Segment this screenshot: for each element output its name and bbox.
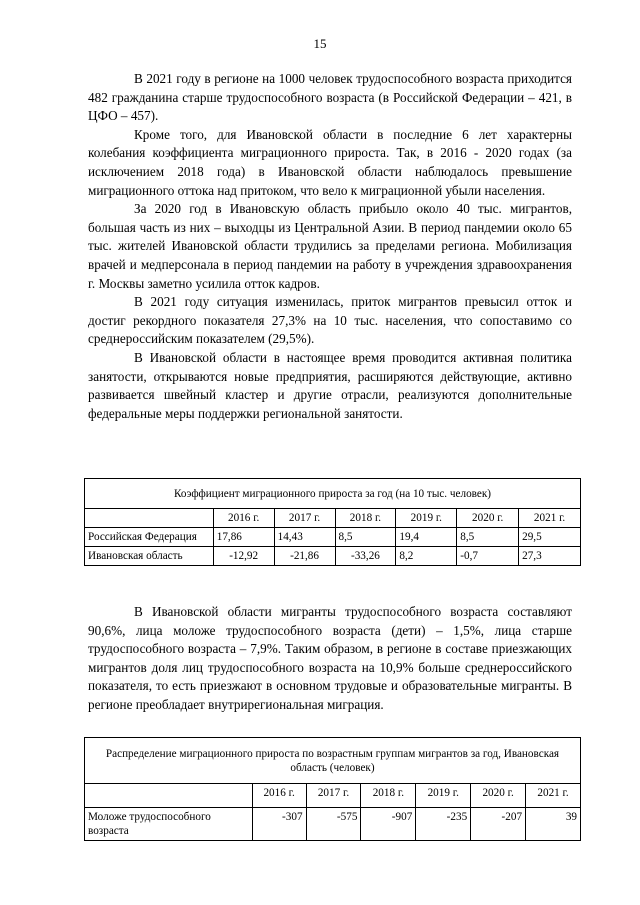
table-row xyxy=(85,808,581,841)
table-cell: -12,92 xyxy=(213,547,274,566)
paragraph: За 2020 год в Ивановскую область прибыло около 40 тыс. мигрантов, большая часть из них – выходцы из Центральной Азии. В период пандемии около 65 тыс. жителей Ивановской области трудились за пределами региона. Мобилизация врачей и медперсонала в период пандемии на работу в учреждения здравоохранения г. Москвы заметно усилила отток кадров. xyxy=(88,201,572,291)
table-caption: Распределение миграционного прироста по возрастным группам мигрантов за год, Ивановская область (человек) xyxy=(85,738,581,784)
year-header: 2018 г. xyxy=(335,509,396,528)
table-cell: 39 xyxy=(526,808,581,841)
table-cell: -21,86 xyxy=(274,547,335,566)
year-header: 2016 г. xyxy=(252,784,306,808)
year-header: 2016 г. xyxy=(213,509,274,528)
table-cell: -907 xyxy=(361,808,416,841)
row-label: Ивановская область xyxy=(85,547,214,566)
table-cell: 27,3 xyxy=(519,547,581,566)
paragraph: В Ивановской области в настоящее время проводится активная политика занятости, открываются новые предприятия, расширяются действующие, активно развивается швейный кластер и другие отрасли, реализуются дополнительные федеральные меры поддержки региональной занятости. xyxy=(88,349,572,421)
paragraph: В 2021 году ситуация изменилась, приток мигрантов превысил отток и достиг рекордного показателя 27,3% на 10 тыс. населения, что сопоставимо со среднероссийским показателем (29,5%). xyxy=(88,294,572,347)
table-cell: 8,5 xyxy=(335,528,396,547)
table-cell: -0,7 xyxy=(457,547,519,566)
table-cell: 19,4 xyxy=(396,528,457,547)
table-cell: 29,5 xyxy=(519,528,581,547)
table-cell: 17,86 xyxy=(213,528,274,547)
table-cell: 8,2 xyxy=(396,547,457,566)
migration-by-age-table xyxy=(84,737,581,841)
table-header-row xyxy=(85,784,581,808)
table-header-empty xyxy=(85,784,253,808)
table-cell: -307 xyxy=(252,808,306,841)
paragraph: В Ивановской области мигранты трудоспособного возраста составляют 90,6%, лица моложе трудоспособного возраста (дети) – 1,5%, лица старше трудоспособного возраста – 7,9%. Таким образом, в регионе в составе приезжающих мигрантов доля лиц трудоспособного возраста на 10,9% больше среднероссийского показателя, то есть приезжают в основном трудовые и образовательные мигранты. В регионе преобладает внутрирегиональная миграция. xyxy=(88,604,572,712)
paragraph: Кроме того, для Ивановской области в последние 6 лет характерны колебания коэффициента миграционного прироста. Так, в 2016 - 2020 годах (за исключением 2018 года) в Ивановской области наблюдалось превышение миграционного оттока над притоком, что вело к миграционной убыли населения. xyxy=(88,126,572,198)
intro-text-block xyxy=(88,70,572,423)
table-cell: -235 xyxy=(416,808,471,841)
migration-coefficient-table xyxy=(84,478,581,566)
year-header: 2021 г. xyxy=(526,784,581,808)
table-cell: 14,43 xyxy=(274,528,335,547)
year-header: 2018 г. xyxy=(361,784,416,808)
year-header: 2019 г. xyxy=(416,784,471,808)
year-header: 2017 г. xyxy=(274,509,335,528)
page-number: 15 xyxy=(313,36,327,51)
table-cell: -575 xyxy=(306,808,361,841)
year-header: 2020 г. xyxy=(457,509,519,528)
table-row xyxy=(85,528,581,547)
year-header: 2017 г. xyxy=(306,784,361,808)
table-cell: -207 xyxy=(471,808,526,841)
migrants-age-text-block xyxy=(88,603,572,715)
table-row xyxy=(85,547,581,566)
paragraph: В 2021 году в регионе на 1000 человек трудоспособного возраста приходится 482 гражданина старше трудоспособного возраста (в Российской Федерации – 421, в ЦФО – 457). xyxy=(88,71,572,124)
row-label: Российская Федерация xyxy=(85,528,214,547)
row-label: Моложе трудоспособного возраста xyxy=(85,808,253,841)
table-header-row xyxy=(85,509,581,528)
year-header: 2019 г. xyxy=(396,509,457,528)
year-header: 2020 г. xyxy=(471,784,526,808)
table-cell: -33,26 xyxy=(335,547,396,566)
table-cell: 8,5 xyxy=(457,528,519,547)
table-caption: Коэффициент миграционного прироста за год (на 10 тыс. человек) xyxy=(85,479,581,509)
table-header-empty xyxy=(85,509,214,528)
year-header: 2021 г. xyxy=(519,509,581,528)
